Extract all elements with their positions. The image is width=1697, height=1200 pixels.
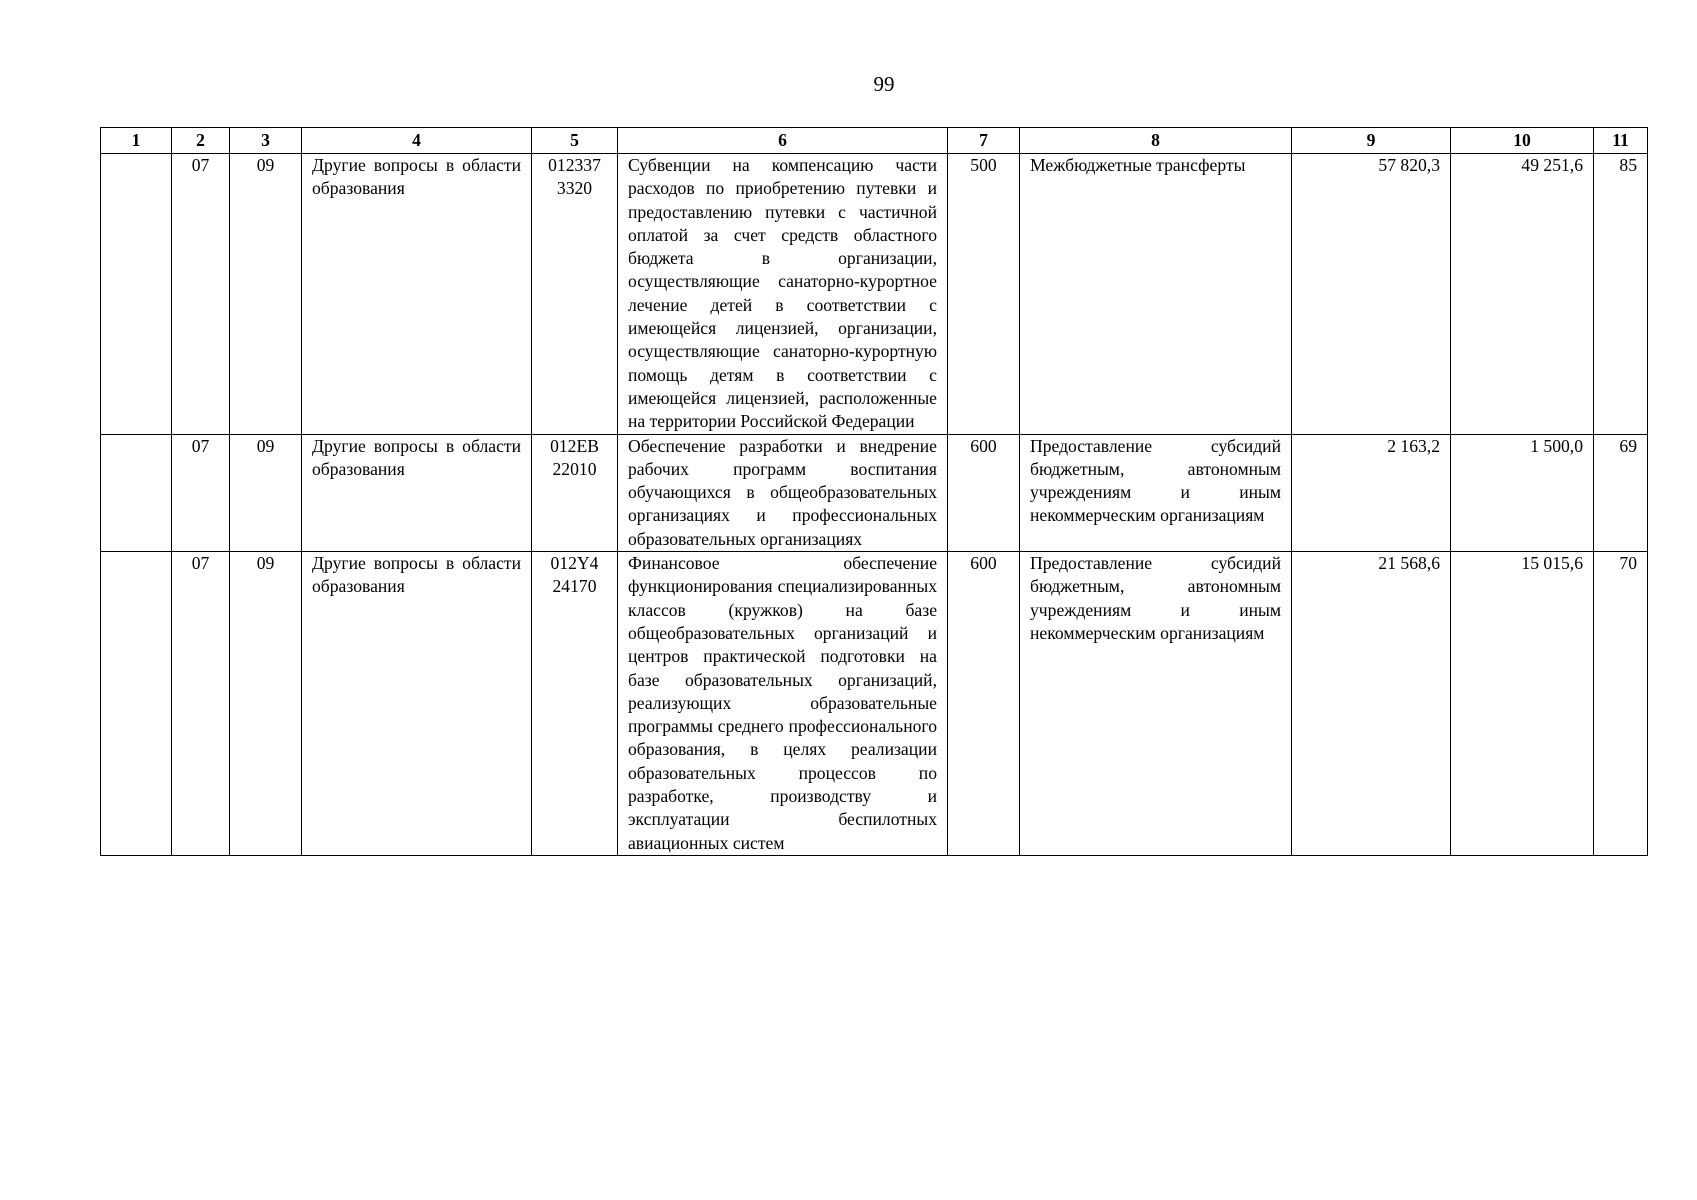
cell-percent: 70 — [1594, 552, 1648, 856]
cell-subsection: 09 — [230, 154, 302, 435]
cell-section: 07 — [172, 154, 230, 435]
cell-amount-col9: 21 568,6 — [1292, 552, 1451, 856]
column-header: 10 — [1451, 128, 1594, 154]
cell-subsection-name: Другие вопросы в области образования — [302, 154, 532, 435]
cell-description: Финансовое обеспечение функционирования специализированных классов (кружков) на базе общеобразовательных организаций и центров практической подготовки на базе образовательных организаций, реализующих образовательные программы среднего профессионального образования, в целях реализации образовательных процессов по разработке, производству и эксплуатации беспилотных авиационных систем — [618, 552, 948, 856]
cell-percent: 69 — [1594, 434, 1648, 551]
column-header: 8 — [1020, 128, 1292, 154]
cell-amount-col9: 2 163,2 — [1292, 434, 1451, 551]
column-header: 2 — [172, 128, 230, 154]
table-row — [101, 552, 1648, 856]
cell-section: 07 — [172, 434, 230, 551]
target-article-line: 012Y4 — [550, 553, 599, 574]
cell-target-article — [532, 154, 618, 435]
cell-expense-type-name: Предоставление субсидий бюджетным, автономным учреждениям и иным некоммерческим организациям — [1020, 552, 1292, 856]
column-header: 5 — [532, 128, 618, 154]
cell-col1 — [101, 552, 172, 856]
column-header: 11 — [1594, 128, 1648, 154]
column-header: 6 — [618, 128, 948, 154]
cell-target-article — [532, 552, 618, 856]
target-article-line: 3320 — [556, 178, 593, 199]
target-article-line: 012EB — [550, 435, 599, 456]
cell-subsection: 09 — [230, 552, 302, 856]
cell-expense-type-name: Межбюджетные трансферты — [1020, 154, 1292, 435]
cell-expense-type-name: Предоставление субсидий бюджетным, автономным учреждениям и иным некоммерческим организациям — [1020, 434, 1292, 551]
column-header: 9 — [1292, 128, 1451, 154]
cell-description: Обеспечение разработки и внедрение рабочих программ воспитания обучающихся в общеобразовательных организациях и профессиональных образовательных организациях — [618, 434, 948, 551]
column-header: 1 — [101, 128, 172, 154]
cell-col1 — [101, 154, 172, 435]
column-header: 4 — [302, 128, 532, 154]
cell-expense-type: 500 — [948, 154, 1020, 435]
cell-percent: 85 — [1594, 154, 1648, 435]
cell-expense-type: 600 — [948, 434, 1020, 551]
budget-table — [100, 127, 1648, 856]
cell-expense-type: 600 — [948, 552, 1020, 856]
cell-amount-col10: 15 015,6 — [1451, 552, 1594, 856]
cell-amount-col9: 57 820,3 — [1292, 154, 1451, 435]
table-row — [101, 434, 1648, 551]
page-number: 99 — [873, 72, 895, 96]
column-header: 7 — [948, 128, 1020, 154]
cell-description: Субвенции на компенсацию части расходов по приобретению путевки и предоставлению путевки с частичной оплатой за счет средств областного бюджета в организации, осуществляющие санаторно-курортное лечение детей в соответствии с имеющейся лицензией, организации, осуществляющие санаторно-курортную помощь детям в соответствии с имеющейся лицензией, расположенные на территории Российской Федерации — [618, 154, 948, 435]
cell-section: 07 — [172, 552, 230, 856]
table-row — [101, 154, 1648, 435]
cell-amount-col10: 49 251,6 — [1451, 154, 1594, 435]
target-article-line: 012337 — [548, 155, 601, 175]
cell-subsection: 09 — [230, 434, 302, 551]
cell-amount-col10: 1 500,0 — [1451, 434, 1594, 551]
column-header: 3 — [230, 128, 302, 154]
target-article-line: 22010 — [552, 458, 597, 479]
cell-col1 — [101, 434, 172, 551]
table-header-row — [101, 128, 1648, 154]
cell-subsection-name: Другие вопросы в области образования — [302, 552, 532, 856]
cell-subsection-name: Другие вопросы в области образования — [302, 434, 532, 551]
cell-target-article — [532, 434, 618, 551]
target-article-line: 24170 — [552, 576, 597, 597]
